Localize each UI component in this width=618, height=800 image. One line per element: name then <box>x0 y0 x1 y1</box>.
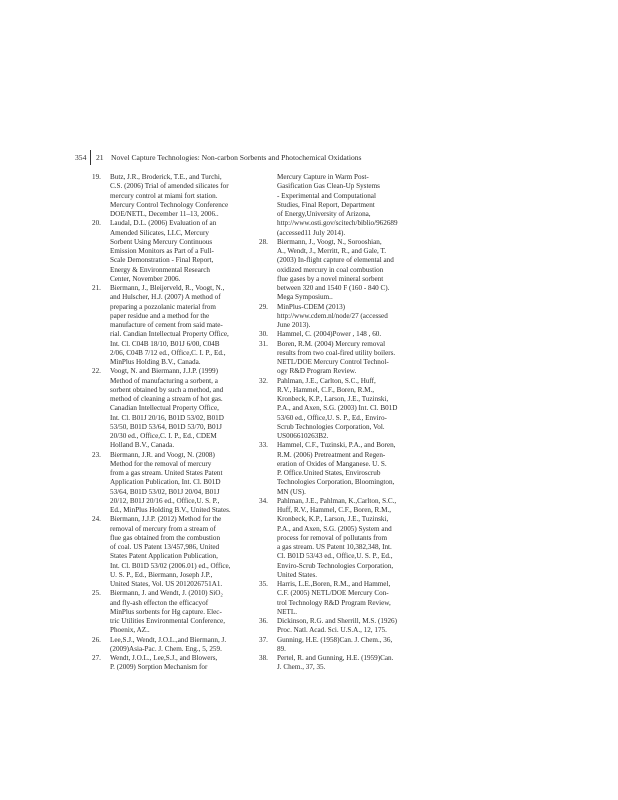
reference-number: 35. <box>259 580 268 588</box>
reference-item <box>259 617 445 636</box>
reference-line: A., Wendt, J., Merritt, R., and Gale, T. <box>277 247 387 255</box>
reference-line: Huff, R.V., Hammel, C.F., Boren, R.M., <box>277 506 392 514</box>
reference-number: 34. <box>259 496 268 505</box>
reference-line: process for removal of pollutants from <box>277 533 388 542</box>
reference-number: 32. <box>259 376 268 385</box>
reference-line: 2/06, C04B 7/12 ed., Office,C. I. P., Ed., <box>110 348 226 357</box>
reference-line: June 2013). <box>277 321 311 329</box>
reference-line: Voogt, N. and Biermann, J.J.P. (1999) <box>110 367 218 376</box>
reference-number: 29. <box>259 302 268 311</box>
reference-line: and Hulscher, H.J. (2007) A method of <box>110 293 221 302</box>
reference-line: 20/12, B01J 20/16 ed., Office,U. S. P., <box>110 496 220 505</box>
reference-item <box>259 238 445 303</box>
reference-item <box>92 451 278 516</box>
reference-number: 27. <box>92 654 101 662</box>
reference-line: Wendt, J.O.L., Lee,S.J., and Blowers, <box>110 654 218 662</box>
reference-line: Biermann, J. and Wendt, J. (2010) SiO₂ <box>110 589 223 598</box>
reference-line: trol Technology R&D Program Review, <box>277 598 391 607</box>
reference-line: C.S. (2006) Trial of amended silicates for <box>110 182 229 191</box>
reference-number: 19. <box>92 173 101 181</box>
reference-line: Center, November 2006. <box>110 274 181 283</box>
reference-line: manufacture of cement from said mate- <box>110 321 223 329</box>
reference-line: mercury control at miami fort station. <box>110 191 218 200</box>
reference-line: Biermann, J., Bleijerveld, R., Voogt, N., <box>110 284 225 292</box>
reference-line: Pahlman, J.E., Carlton, S.C., Huff, <box>277 376 376 385</box>
reference-line: http://www.cdem.nl/node/27 (accessed <box>277 311 388 320</box>
reference-item <box>259 377 445 442</box>
reference-number: 21. <box>92 284 101 292</box>
references-column-left <box>92 173 278 673</box>
reference-line: United States. <box>277 570 318 579</box>
reference-item <box>259 636 445 655</box>
reference-item <box>259 441 445 497</box>
reference-line: Gasification Gas Clean-Up Systems <box>277 182 380 191</box>
reference-line: 89. <box>277 644 286 653</box>
reference-line: ogy R&D Program Review. <box>277 367 357 376</box>
reference-line: Energy & Environmental Research <box>110 265 211 274</box>
reference-line: Int. Cl. C04B 18/10, B01J 6/00, C04B <box>110 339 220 348</box>
reference-line: NETL/DOE Mercury Control Technol- <box>277 358 389 366</box>
reference-line: Biermann, J.R. and Voogt, N. (2008) <box>110 450 215 459</box>
reference-line: Laudal, D.L. (2006) Evaluation of an <box>110 219 217 228</box>
reference-number: 26. <box>92 635 101 644</box>
reference-line: Phoenix, AZ.. <box>110 626 150 635</box>
reference-line: P. (2009) Sorption Mechanism for <box>110 663 208 672</box>
reference-line: P. Office.United States, Enviroscrub <box>277 469 381 477</box>
reference-line: removal of mercury from a stream of <box>110 524 216 533</box>
reference-line: (2009)Asia-Pac. J. Chem. Eng., 5, 259. <box>110 644 222 653</box>
reference-line: U. S. P., Ed., Biermann, Joseph J.P., <box>110 570 213 579</box>
reference-line: Hammel, C.F., Tuzinski, P.A., and Boren, <box>277 441 396 450</box>
reference-item <box>259 340 445 377</box>
reference-line: Technologies Corporation, Bloomington, <box>277 478 395 487</box>
reference-line: eration of Oxides of Manganese. U. S. <box>277 459 387 468</box>
reference-line: Holland B.V., Canada. <box>110 441 175 450</box>
reference-number: 23. <box>92 450 101 459</box>
reference-line: sorbent obtained by such a method, and <box>110 385 224 394</box>
reference-item <box>259 173 445 238</box>
reference-line: results from two coal-fired utility boilers. <box>277 348 396 357</box>
reference-line: of coal. US Patent 13/457,986, United <box>110 543 220 551</box>
reference-number: 36. <box>259 617 268 625</box>
reference-item <box>92 515 278 589</box>
reference-item <box>92 219 278 284</box>
reference-line: Amended Silicates, LLC, Mercury <box>110 228 209 237</box>
reference-line: Application Publication, Int. Cl. B01D <box>110 478 221 487</box>
reference-number: 33. <box>259 441 268 450</box>
reference-line: Boren, R.M. (2004) Mercury removal <box>277 339 386 348</box>
references-column-right <box>259 173 445 673</box>
reference-line: Canadian Intellectual Property Office, <box>110 404 219 413</box>
reference-number: 22. <box>92 367 101 376</box>
reference-line: MinPlus Holding B.V., Canada. <box>110 358 201 366</box>
reference-line: Enviro-Scrub Technologies Corporation, <box>277 561 394 570</box>
reference-item <box>92 367 278 450</box>
reference-line: Butz, J.R., Broderick, T.E., and Turchi, <box>110 173 222 181</box>
reference-line: Cl. B01D 53/43 ed., Office,U. S. P., Ed., <box>277 552 393 561</box>
reference-number: 24. <box>92 515 101 524</box>
reference-item <box>259 497 445 580</box>
reference-line: flue gas obtained from the combustion <box>110 533 221 542</box>
reference-line: J. Chem., 37, 35. <box>277 663 326 672</box>
reference-line: Scrub Technologies Corporation, Vol. <box>277 422 385 431</box>
reference-line: - Experimental and Computational <box>277 191 376 200</box>
reference-item <box>259 330 445 339</box>
reference-line: MinPlus-CDEM (2013) <box>277 302 346 311</box>
reference-line: Method of manufacturing a sorbent, a <box>110 376 218 385</box>
reference-line: Pertel, R. and Gunning, H.E. (1959)Can. <box>277 654 394 662</box>
reference-line: Sorbent Using Mercury Continuous <box>110 237 213 246</box>
reference-line: Mercury Capture in Warm Post- <box>277 173 369 181</box>
reference-line: 53/64, B01D 53/02, B01J 20/04, B01J <box>110 487 220 496</box>
page-number: 354 <box>75 153 87 162</box>
reference-item <box>92 636 278 655</box>
reference-line: Mega Symposium.. <box>277 293 333 302</box>
reference-number: 28. <box>259 237 268 246</box>
reference-line: Harris, L.E.,Boren, R.M., and Hammel, <box>277 580 391 588</box>
reference-line: DOE/NETL, December 11–13, 2006.. <box>110 210 219 218</box>
reference-line: from a gas stream. United States Patent <box>110 469 223 477</box>
reference-line: http://www.osti.gov/scitech/biblio/962689 <box>277 219 398 228</box>
reference-number: 20. <box>92 219 101 228</box>
reference-line: oxidized mercury in coal combustion <box>277 265 384 274</box>
reference-line: paper residue and a method for the <box>110 311 210 320</box>
reference-number: 38. <box>259 654 268 662</box>
header-divider <box>90 150 91 165</box>
reference-line: Gunning, H.E. (1958)Can. J. Chem., 36, <box>277 635 393 644</box>
reference-line: between 320 and 1540 F (160 - 840 C). <box>277 284 390 292</box>
chapter-title: Novel Capture Technologies: Non-carbon Sorbents and Photochemical Oxidations <box>111 153 362 162</box>
reference-number: 31. <box>259 339 268 348</box>
reference-line: preparing a pozzolanic material from <box>110 302 216 311</box>
reference-line: P.A., and Axen, S.G. (2005) System and <box>277 524 392 533</box>
reference-item <box>259 580 445 617</box>
reference-line: 53/60 ed., Office,U. S. P., Ed., Enviro- <box>277 413 387 422</box>
reference-line: P.A., and Axen, S.G. (2003) Int. Cl. B01D <box>277 404 398 413</box>
reference-line: US006610263B2. <box>277 432 329 440</box>
reference-item <box>92 284 278 367</box>
reference-line: and fly-ash effecton the efficacyof <box>110 598 209 607</box>
reference-line: R.V., Hammel, C.F., Boren, R.M., <box>277 385 375 394</box>
reference-line: 20/30 ed., Office,C. I. P., Ed., CDEM <box>110 432 217 440</box>
reference-line: Kronbeck, K.P., Larson, J.E., Tuzinski, <box>277 395 389 403</box>
reference-line: Lee,S.J., Wendt, J.O.L.,and Biermann, J. <box>110 635 227 644</box>
reference-line: Emission Monitors as Part of a Full- <box>110 247 214 255</box>
running-header <box>75 153 545 167</box>
reference-line: (2003) In-flight capture of elemental and <box>277 256 394 265</box>
reference-line: R.M. (2006) Pretreatment and Regen- <box>277 450 386 459</box>
reference-line: rial. Candian Intellectual Property Office, <box>110 330 229 339</box>
reference-line: Biermann, J., Voogt, N., Sorooshian, <box>277 237 382 246</box>
reference-number: 37. <box>259 635 268 644</box>
reference-line: tric Utilities Environmental Conference, <box>110 617 226 625</box>
reference-line: MN (US). <box>277 487 306 496</box>
reference-line: Studies, Final Report, Department <box>277 200 375 209</box>
reference-line: C.F. (2005) NETL/DOE Mercury Con- <box>277 589 389 598</box>
reference-line: NETL. <box>277 607 298 616</box>
reference-line: States Patent Application Publication, <box>110 552 218 561</box>
reference-line: Method for the removal of mercury <box>110 459 212 468</box>
reference-line: Ed., MinPlus Holding B.V., United States. <box>110 506 231 514</box>
reference-item <box>92 173 278 219</box>
reference-item <box>92 589 278 635</box>
reference-line: MinPlus sorbents for Hg capture. Elec- <box>110 607 222 616</box>
reference-line: Hammel, C. (2004)Power , 148 , 60. <box>277 330 382 339</box>
reference-number: 30. <box>259 330 268 339</box>
chapter-number: 21 <box>96 153 104 162</box>
reference-item <box>92 654 278 673</box>
reference-line: Int. Cl. B01J 20/16, B01D 53/02, B01D <box>110 413 224 422</box>
reference-line: flue gases by a novel mineral sorbent <box>277 274 384 283</box>
reference-line: a gas stream. US Patent 10,382,348, Int. <box>277 543 392 551</box>
reference-line: Kronbeck, K.P., Larson, J.E., Tuzinski, <box>277 515 389 524</box>
reference-line: Dickinson, R.G. and Sherrill, M.S. (1926) <box>277 617 397 625</box>
reference-item <box>259 654 445 673</box>
reference-line: Proc. Natl. Acad. Sci. U.S.A., 12, 175. <box>277 626 387 635</box>
reference-line: Biermann, J.J.P. (2012) Method for the <box>110 515 222 524</box>
reference-item <box>259 303 445 331</box>
reference-line: United States, Vol. US 2012026751A1. <box>110 580 223 588</box>
reference-line: of Energy,University of Arizona, <box>277 210 371 218</box>
reference-line: Int. Cl. B01D 53/02 (2006.01) ed., Office, <box>110 561 231 570</box>
reference-line: method of cleaning a stream of hot gas. <box>110 395 223 403</box>
reference-line: Pahlman, J.E., Pahlman, K.,Carlton, S.C., <box>277 496 397 505</box>
reference-line: Scale Demonstration - Final Report, <box>110 256 214 265</box>
reference-line: 53/50, B01D 53/64, B01D 53/70, B01J <box>110 422 222 431</box>
reference-line: (accessed11 July 2014). <box>277 228 346 237</box>
reference-number: 25. <box>92 589 101 598</box>
reference-line: Mercury Control Technology Conference <box>110 200 229 209</box>
